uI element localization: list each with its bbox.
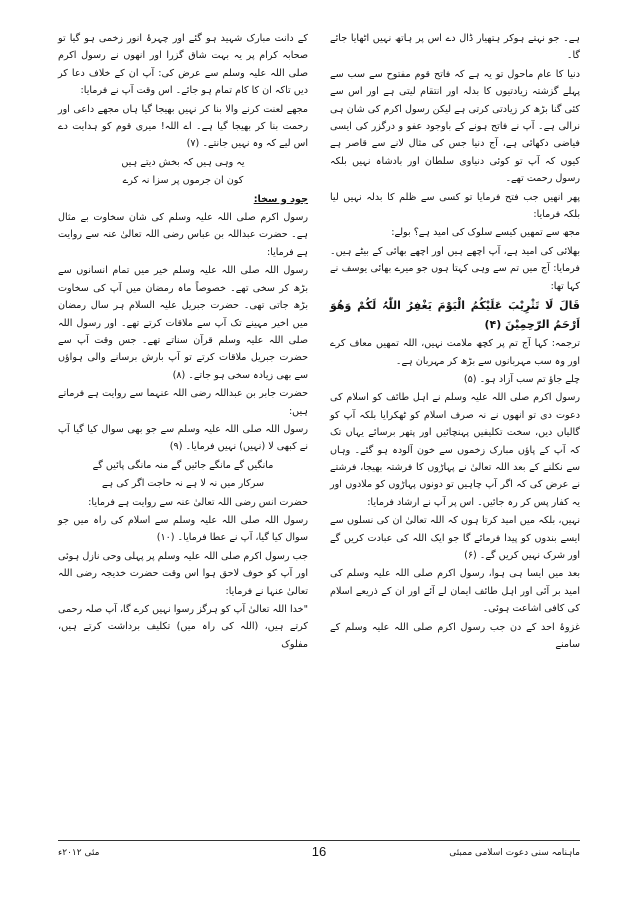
paragraph: جب رسول اکرم صلی اللہ علیہ وسلم پر پہلی وحی نازل ہوئی اور آپ کو خوف لاحق ہوا اس وقت حضرت خدیجہ رضی اللہ تعالیٰ عنہا نے فرمایا: <box>58 550 308 597</box>
verse-line: مانگیں گے مانگے جائیں گے منہ مانگی پائیں گے <box>92 459 274 471</box>
verse-line: یہ وہی ہیں کہ بخش دیتے ہیں <box>121 156 245 168</box>
paragraph: غزوۂ احد کے دن جب رسول اکرم صلی اللہ علیہ وسلم کے سامنے <box>330 621 580 650</box>
paragraph: بعد میں ایسا ہی ہوا، رسول اکرم صلی اللہ علیہ وسلم کی امید بر آئی اور اہل طائف ایمان لے آئے اور ان کے ذریعے اسلام کی کافی اشاعت ہوئی۔ <box>330 568 580 615</box>
paragraph: حضرت انس رضی اللہ تعالیٰ عنہ سے روایت ہے فرمایا: <box>88 496 308 508</box>
left-column <box>58 30 312 830</box>
paragraph: رسول اللہ صلی اللہ علیہ وسلم سے اسلام کی راہ میں جو سوال کیا گیا، آپ نے عطا فرمایا۔ (۱۰) <box>58 514 308 544</box>
section-heading: جود و سخا: <box>253 193 308 205</box>
paragraph: چلے جاؤ تم سب آزاد ہو۔ (۵) <box>463 373 580 385</box>
paragraph: مجھے لعنت کرنے والا بنا کر نہیں بھیجا گیا ہاں مجھے داعی اور رحمت بنا کر بھیجا گیا ہے۔ اے اللہ! میری قوم کو ہدایت دے اس لیے کہ وہ نہیں جانتے۔ (۷) <box>58 103 308 150</box>
paragraph: ہے۔ جو نہتے ہوکر ہتھیار ڈال دے اس پر ہاتھ نہیں اٹھایا جائے گا۔ <box>330 33 580 62</box>
footer-rule <box>58 840 580 841</box>
right-column <box>326 30 580 830</box>
verse-line: کون ان جرموں پر سزا نہ کرے <box>122 175 244 187</box>
page-footer <box>58 844 580 868</box>
magazine-name: ماہنامہ سنی دعوت اسلامی ممبئی <box>449 848 580 858</box>
text-columns <box>58 30 580 830</box>
issue-date: مئی ۲۰۱۲ء <box>58 848 100 858</box>
paragraph: نہیں، بلکہ میں امید کرتا ہوں کہ اللہ تعالیٰ ان کی نسلوں سے ایسے بندوں کو پیدا فرمائے گا جو ایک اللہ کی عبادت کریں گے اور شرک نہیں کریں گے۔ (۶) <box>330 515 580 561</box>
paragraph: رسول اللہ صلی اللہ علیہ وسلم سے جو بھی سوال کیا گیا آپ نے کبھی لا (نہیں) نہیں فرمایا۔ (۹) <box>58 423 308 453</box>
paragraph: رسول اکرم صلی اللہ علیہ وسلم نے اہل طائف کو اسلام کی دعوت دی تو انھوں نے نہ صرف اسلام کو ٹھکرایا بلکہ آپ کو گالیاں دیں، سخت تکلیفیں پہنچائیں اور پتھر برسائے یہاں تک کہ آپ کے پاؤں مبارک زخموں سے خون آلودہ ہو گئے۔ وہاں سے نکلنے کے بعد اللہ تعالیٰ نے پہاڑوں کا فرشتہ بھیجا، فرشتے نے عرض کی کہ اگر آپ چاہیں تو دونوں پہاڑوں کو ملادوں اور یہ کفار پس کر رہ جائیں۔ اس پر آپ نے ارشاد فرمایا: <box>330 392 580 508</box>
paragraph: دنیا کا عام ماحول تو یہ ہے کہ فاتح قوم مفتوح سے سب سے پہلے گزشتہ زیادتیوں کا بدلہ اور انتقام لیتی ہے اور اس سے کئی گنا بڑھ کر زیادتی کرتی ہے لیکن رسول اکرم کی شان ہی نرالی ہے۔ آپ نے فاتح ہونے کے باوجود عفو و درگزر کی ایسی فیاضی دکھائی ہے، آج دنیا جس کی مثال لانے سے قاصر ہے کیوں کہ آپ تو کوئی دنیاوی سلطان اور بادشاہ نہیں بلکہ رسول رحمت تھے۔ <box>330 68 580 185</box>
arabic-verse: قَالَ لَا تَثْرِیْبَ عَلَیْکُمُ الْیَوْمَ یَغْفِرُ اللّٰہُ لَکُمْ وَھُوَ اَرْحَمُ الرّٰحِمِیْنَ (۴) <box>330 299 580 332</box>
paragraph: مجھ سے تمھیں کیسے سلوک کی امید ہے؟ بولے: <box>391 227 580 239</box>
paragraph: رسول اکرم صلی اللہ علیہ وسلم کی شان سخاوت بے مثال ہے۔ حضرت عبداللہ بن عباس رضی اللہ تعالیٰ عنہ سے روایت ہے فرمایا: <box>58 212 308 258</box>
verse-line: سرکار میں نہ لا ہے نہ حاجت اگر کی ہے <box>101 478 265 490</box>
paragraph: کے دانت مبارک شہید ہو گئے اور چہرۂ انور زخمی ہو گیا تو صحابہ کرام پر یہ بہت شاق گزرا اور انھوں نے رسول اکرم صلی اللہ علیہ وسلم سے عرض کی: آپ ان کے خلاف دعا کر دیں تاکہ ان کا کام تمام ہو جائے۔ اس وقت آپ نے فرمایا: <box>58 33 308 97</box>
page-number: 16 <box>311 844 327 859</box>
paragraph: "خدا اللہ تعالیٰ آپ کو ہرگز رسوا نہیں کرے گا، آپ صلہ رحمی کرتے ہیں، (اللہ کی راہ میں) تکلیف برداشت کرتے ہیں، مفلوک <box>58 604 308 650</box>
paragraph: حضرت جابر بن عبداللہ رضی اللہ عنہما سے روایت ہے فرماتے ہیں: <box>58 388 308 417</box>
paragraph: بھلائی کی امید ہے، آپ اچھے ہیں اور اچھے بھائی کے بیٹے ہیں۔ فرمایا: آج میں تم سے وہی کہتا ہوں جو میرے بھائی یوسف نے کہا تھا: <box>330 245 580 292</box>
paragraph: ترجمہ: کہا آج تم پر کچھ ملامت نہیں، اللہ تمھیں معاف کرے اور وہ سب مہربانوں سے بڑھ کر مہربان ہے۔ <box>330 338 580 367</box>
paragraph: پھر انھیں جب فتح فرمایا تو کسی سے ظلم کا بدلہ نہیں لیا بلکہ فرمایا: <box>330 191 580 221</box>
paragraph: رسول اللہ صلی اللہ علیہ وسلم خیر میں تمام انسانوں سے بڑھ کر سخی تھے۔ خصوصاً ماہ رمضان میں آپ کی سخاوت بڑھ جاتی تھی۔ حضرت جبریل علیہ السلام ہر سال رمضان میں اخیر مہینے تک آپ سے ملاقات کرتے تھے۔ اور رسول اللہ صلی اللہ علیہ وسلم قرآن سناتے تھے۔ جس وقت آپ سے حضرت جبریل ملاقات کرتے تو آپ بارش برسانے والی ہواؤں سے بھی زیادہ سخی ہو جاتے۔ (۸) <box>58 265 308 381</box>
